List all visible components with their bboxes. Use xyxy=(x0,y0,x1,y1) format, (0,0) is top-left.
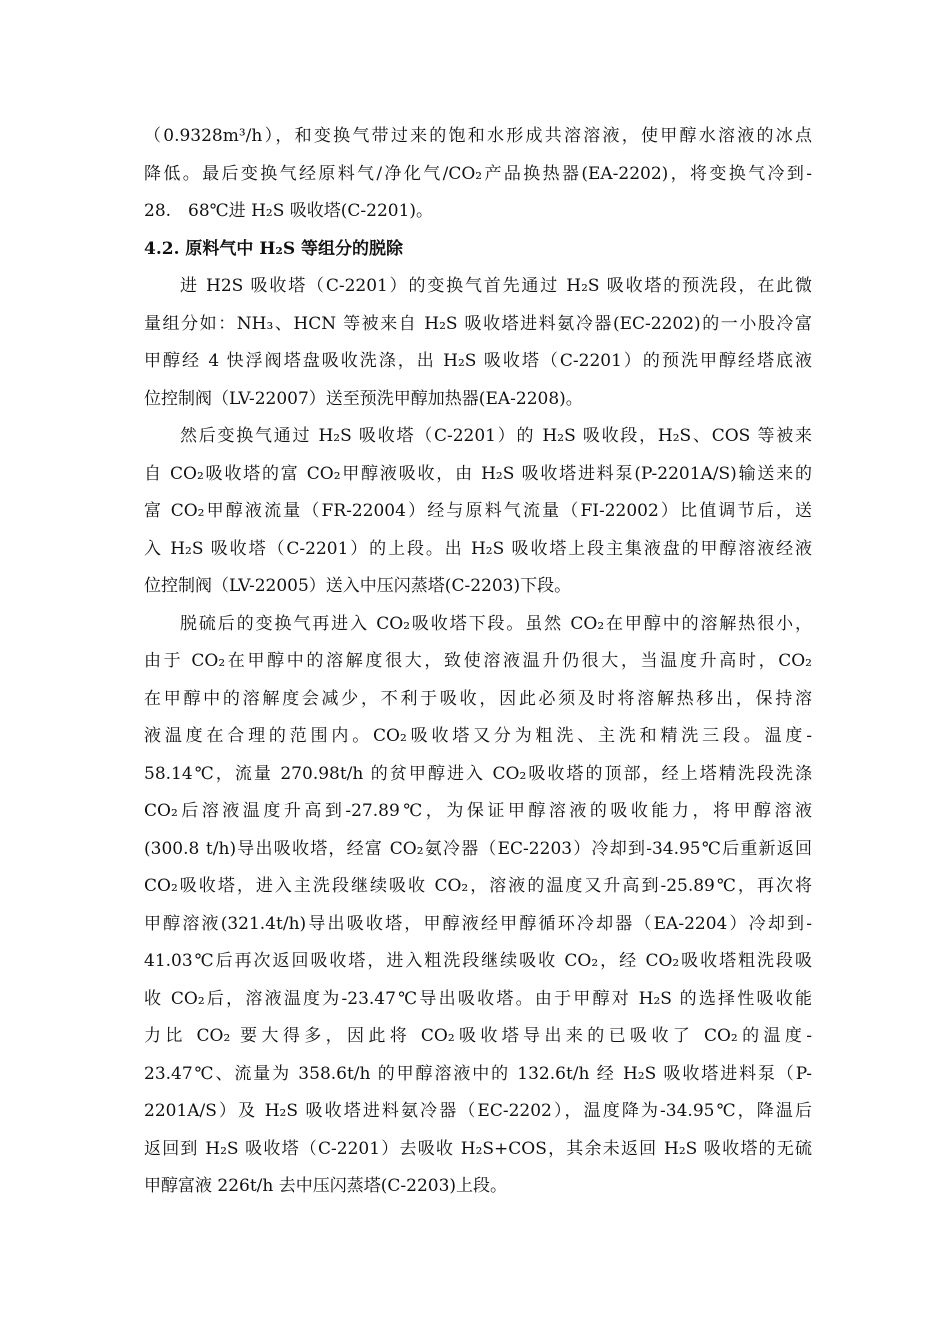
text-line: 28. 68℃进 H₂S 吸收塔(C-2201)。 xyxy=(144,201,434,221)
intro-paragraph xyxy=(144,118,812,231)
document-page xyxy=(144,118,812,1206)
text-line: 41.03℃后再次返回吸收塔，进入粗洗段继续吸收 CO₂，经 CO₂吸收塔粗洗段吸 xyxy=(144,951,812,971)
text-line: 脱硫后的变换气再进入 CO₂吸收塔下段。虽然 CO₂在甲醇中的溶解热很小， xyxy=(180,613,812,634)
paragraph-h2s-absorption xyxy=(144,418,812,606)
text-line: 自 CO₂吸收塔的富 CO₂甲醇液吸收，由 H₂S 吸收塔进料泵(P-2201A/S)输送来的 xyxy=(144,463,812,484)
text-line: 富 CO₂甲醇液流量（FR-22004）经与原料气流量（FI-22002）比值调节后，送 xyxy=(144,501,812,521)
text-line: 甲醇富液 226t/h 去中压闪蒸塔(C-2203)上段。 xyxy=(144,1176,508,1196)
text-line: （0.9328m³/h），和变换气带过来的饱和水形成共溶溶液，使甲醇水溶液的冰点 xyxy=(144,126,812,146)
paragraph-co2-absorption xyxy=(144,606,812,1206)
text-line: (300.8 t/h)导出吸收塔，经富 CO₂氨冷器（EC-2203）冷却到-34.95℃后重新返回 xyxy=(144,838,812,859)
text-line: 入 H₂S 吸收塔（C-2201）的上段。出 H₂S 吸收塔上段主集液盘的甲醇溶液经液 xyxy=(144,538,812,559)
text-line: 降低。最后变换气经原料气/净化气/CO₂产品换热器(EA-2202)，将变换气冷到- xyxy=(144,163,812,184)
text-line: 在甲醇中的溶解度会减少，不利于吸收，因此必须及时将溶解热移出，保持溶 xyxy=(144,688,812,709)
text-line: 进 H2S 吸收塔（C-2201）的变换气首先通过 H₂S 吸收塔的预洗段，在此微 xyxy=(180,276,812,296)
text-line: 58.14℃，流量 270.98t/h 的贫甲醇进入 CO₂吸收塔的顶部，经上塔精洗段洗涤 xyxy=(144,763,812,784)
text-line: 返回到 H₂S 吸收塔（C-2201）去吸收 H₂S+COS，其余未返回 H₂S 吸收塔的无硫 xyxy=(144,1138,812,1159)
text-line: 力比 CO₂ 要大得多，因此将 CO₂吸收塔导出来的已吸收了 CO₂的温度- xyxy=(144,1026,812,1046)
text-line: 甲醇溶液(321.4t/h)导出吸收塔，甲醇液经甲醇循环冷却器（EA-2204）冷却到- xyxy=(144,913,812,934)
text-line: 由于 CO₂在甲醇中的溶解度很大，致使溶液温升仍很大，当温度升高时，CO₂ xyxy=(144,651,812,671)
text-line: 量组分如：NH₃、HCN 等被来自 H₂S 吸收塔进料氨冷器(EC-2202)的一小股冷富 xyxy=(144,313,812,334)
text-line: 23.47℃、流量为 358.6t/h 的甲醇溶液中的 132.6t/h 经 H₂S 吸收塔进料泵（P- xyxy=(144,1063,812,1084)
text-line: 液温度在合理的范围内。CO₂吸收塔又分为粗洗、主洗和精洗三段。温度- xyxy=(144,726,812,746)
text-line: 位控制阀（LV-22007）送至预洗甲醇加热器(EA-2208)。 xyxy=(144,388,583,409)
section-heading: 4.2. 原料气中 H₂S 等组分的脱除 xyxy=(144,238,404,259)
text-line: 甲醇经 4 快浮阀塔盘吸收洗涤，出 H₂S 吸收塔（C-2201）的预洗甲醇经塔底液 xyxy=(144,351,812,371)
text-line: 收 CO₂后，溶液温度为-23.47℃导出吸收塔。由于甲醇对 H₂S 的选择性吸收能 xyxy=(144,988,812,1009)
text-line: 位控制阀（LV-22005）送入中压闪蒸塔(C-2203)下段。 xyxy=(144,576,572,596)
text-line: 2201A/S）及 H₂S 吸收塔进料氨冷器（EC-2202），温度降为-34.95℃，降温后 xyxy=(144,1101,812,1121)
text-line: CO₂吸收塔，进入主洗段继续吸收 CO₂，溶液的温度又升高到-25.89℃，再次将 xyxy=(144,876,812,896)
text-line: CO₂后溶液温度升高到-27.89℃，为保证甲醇溶液的吸收能力，将甲醇溶液 xyxy=(144,801,812,821)
text-line: 然后变换气通过 H₂S 吸收塔（C-2201）的 H₂S 吸收段，H₂S、COS 等被来 xyxy=(180,426,812,446)
paragraph-pre-wash xyxy=(144,268,812,418)
